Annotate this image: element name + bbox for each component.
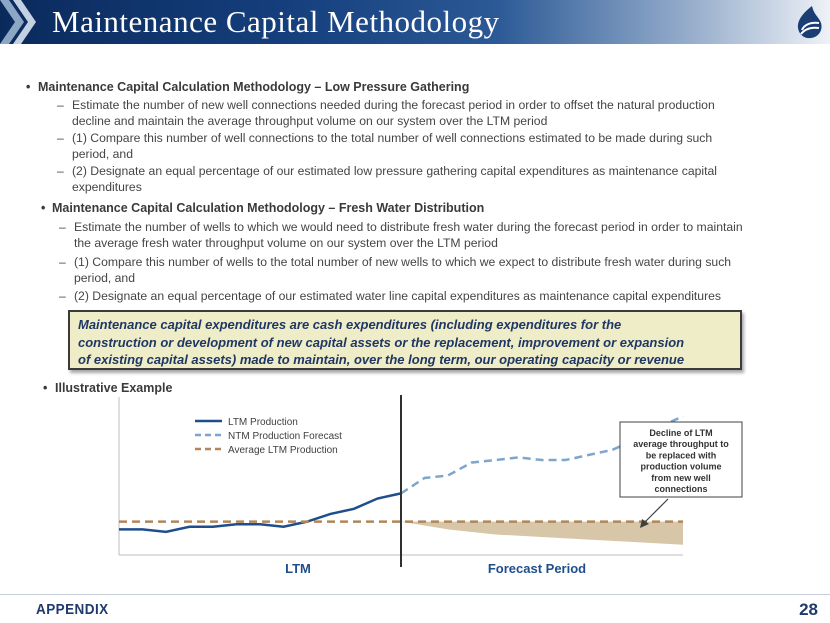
legend-label-2: Average LTM Production xyxy=(228,445,338,456)
footer-section-label: APPENDIX xyxy=(36,601,109,618)
title-bar xyxy=(0,0,830,44)
annotation-line: production volume xyxy=(640,461,722,472)
chart-plot-area xyxy=(119,395,742,576)
list-item: – Estimate the number of new well connections needed during the forecast period in order to offset the natural production decline and maintain the average throughput volume on our system over the LTM period xyxy=(57,98,715,129)
list-item: – (2) Designate an equal percentage of our estimated water line capital expenditures as maintenance capital expenditures xyxy=(59,289,722,303)
legend-label-1: NTM Production Forecast xyxy=(228,431,342,442)
slide-title: Maintenance Capital Methodology xyxy=(52,4,500,39)
illustrative-example-heading: • Illustrative Example xyxy=(43,381,173,395)
bullet-icon: • xyxy=(26,80,31,94)
list-item: – Estimate the number of wells to which we would need to distribute fresh water during the forecast period in order to maintain the average fresh water throughput volume on our system over the LTM period xyxy=(59,220,743,251)
list-item: – (1) Compare this number of well connections to the total number of well connections estimated to be made during such period, and xyxy=(57,131,713,162)
definition-callout: Maintenance capital expenditures are cash expenditures (including expenditures for the construction or development of new capital assets or the replacement, improvement or expansion of existing capital assets) made to maintain, over the long term, our operating capacity or revenue xyxy=(68,310,742,370)
period-label-forecast: Forecast Period xyxy=(487,561,587,576)
section-heading-text: Maintenance Capital Calculation Methodology – Low Pressure Gathering xyxy=(38,80,470,94)
list-item: – (2) Designate an equal percentage of our estimated low pressure gathering capital expenditures as maintenance capital expenditures xyxy=(57,164,717,195)
annotation-arrow xyxy=(644,499,668,523)
section-heading-fresh-water xyxy=(41,201,485,215)
bullet-icon: • xyxy=(43,381,48,395)
company-logo-icon xyxy=(792,4,826,40)
chevron-decoration-icon xyxy=(0,0,44,44)
bullet-icon: • xyxy=(41,201,46,215)
list-item: – (1) Compare this number of wells to the total number of new wells to which we expect to distribute fresh water during such period, and xyxy=(59,255,732,286)
period-label-ltm: LTM xyxy=(285,561,311,576)
annotation-line: from new well xyxy=(651,472,711,483)
annotation-line: be replaced with xyxy=(645,450,717,461)
annotation-line: average throughput to xyxy=(633,439,729,450)
section-heading-low-pressure xyxy=(26,80,470,94)
illustrative-production-chart xyxy=(0,395,830,585)
legend-label-0: LTM Production xyxy=(228,417,298,428)
section-heading-text: Maintenance Capital Calculation Methodology – Fresh Water Distribution xyxy=(52,201,485,215)
page-number: 28 xyxy=(799,600,818,619)
footer-divider xyxy=(0,594,830,595)
annotation-line: connections xyxy=(654,484,708,494)
series-line-0 xyxy=(119,493,401,532)
annotation-line: Decline of LTM xyxy=(649,428,713,438)
